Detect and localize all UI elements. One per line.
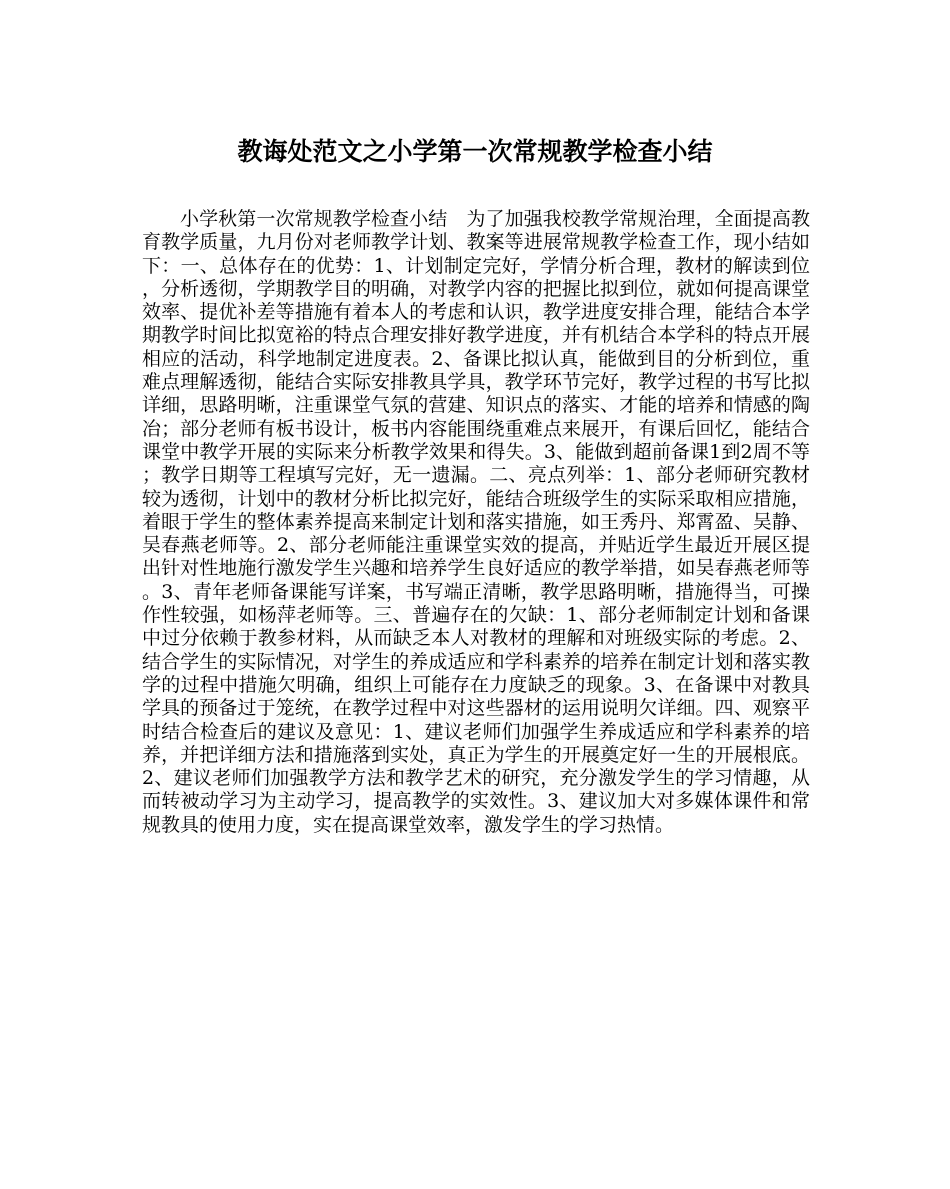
document-body-paragraph: 小学秋第一次常规教学检查小结 为了加强我校教学常规治理，全面提高教育教学质量，九月份对老师教学计划、教案等进展常规教学检查工作，现小结如下：一、总体存在的优势：1、计划制定完好，学情分析合理，教材的解读到位，分析透彻，学期教学目的明确，对教学内容的把握比拟到位，就如何提高课堂效率、提优补差等措施有着本人的考虑和认识，教学进度安排合理，能结合本学期教学时间比拟宽裕的特点合理安排好教学进度，并有机结合本学科的特点开展相应的活动，科学地制定进度表。2、备课比拟认真，能做到目的分析到位，重难点理解透彻，能结合实际安排教具学具，教学环节完好，教学过程的书写比拟详细，思路明晰，注重课堂气氛的营建、知识点的落实、才能的培养和情感的陶冶；部分老师有板书设计，板书内容能围绕重难点来展开，有课后回忆，能结合课堂中教学开展的实际来分析教学效果和得失。3、能做到超前备课1到2周不等；教学日期等工程填写完好，无一遗漏。二、亮点列举：1、部分老师研究教材较为透彻，计划中的教材分析比拟完好，能结合班级学生的实际采取相应措施，着眼于学生的整体素养提高来制定计划和落实措施，如王秀丹、郑霄盈、吴静、吴春燕老师等。2、部分老师能注重课堂实效的提高，并贴近学生最近开展区提出针对性地施行激发学生兴趣和培养学生良好适应的教学举措，如吴春燕老师等。3、青年老师备课能写详案，书写端正清晰，教学思路明晰，措施得当，可操作性较强，如杨萍老师等。三、普遍存在的欠缺：1、部分老师制定计划和备课中过分依赖于教参材料，从而缺乏本人对教材的理解和对班级实际的考虑。2、结合学生的实际情况，对学生的养成适应和学科素养的培养在制定计划和落实教学的过程中措施欠明确，组织上可能存在力度缺乏的现象。3、在备课中对教具学具的预备过于笼统，在教学过程中对这些器材的运用说明欠详细。四、观察平时结合检查后的建议及意见：1、建议老师们加强学生养成适应和学科素养的培养，并把详细方法和措施落到实处，真正为学生的开展奠定好一生的开展根底。2、建议老师们加强教学方法和教学艺术的研究，充分激发学生的学习情趣，从而转被动学习为主动学习，提高教学的实效性。3、建议加大对多媒体课件和常规教具的使用力度，实在提高课堂效率，激发学生的学习热情。 [142,208,810,836]
document-title: 教诲处范文之小学第一次常规教学检查小结 [237,137,713,166]
